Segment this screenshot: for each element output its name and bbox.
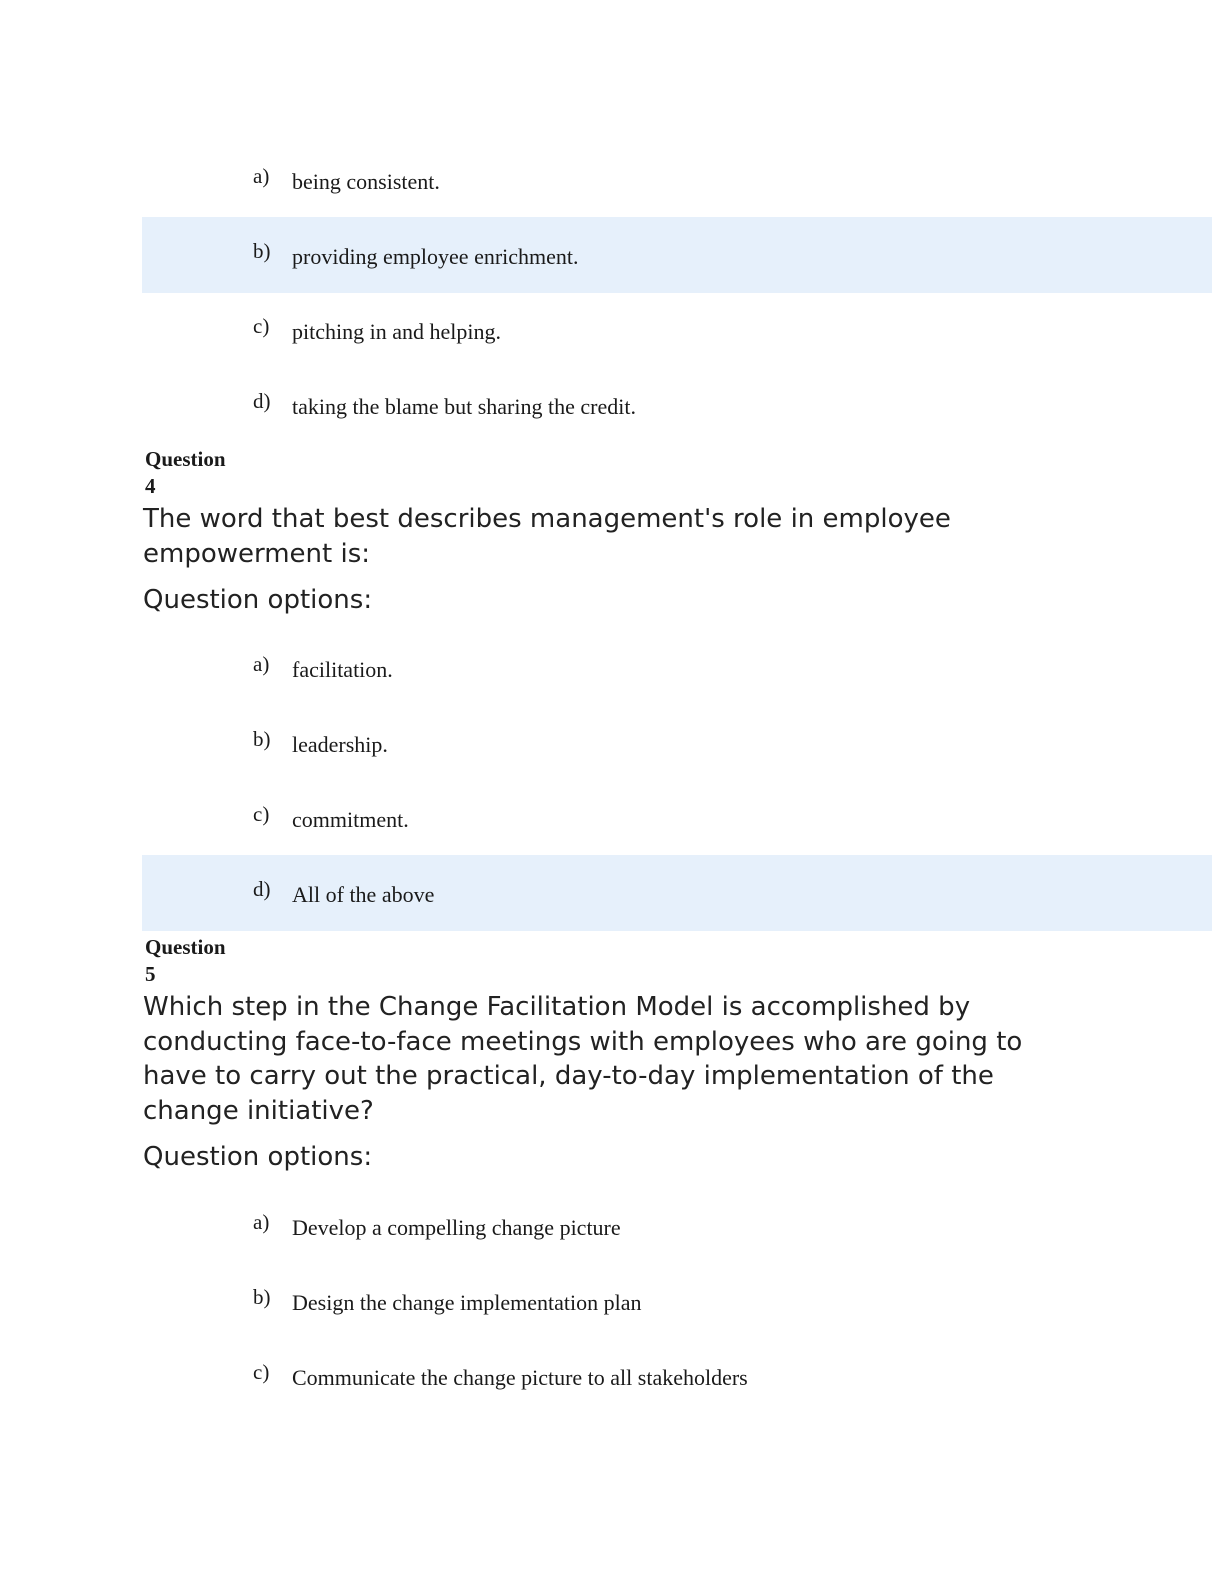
question-number: 4 [145,474,156,498]
option-row[interactable] [142,367,1212,443]
option-text: pitching in and helping. [292,319,501,344]
option-row[interactable] [142,1263,1212,1339]
option-text: All of the above [292,882,435,907]
question-text: Which step in the Change Facilitation Model is accomplished by conducting face-to-face meetings with employees who are going to have to carry out the practical, day-to-day implementation of the change initiative? [143,992,1023,1126]
option-row[interactable] [142,292,1212,368]
option-letter: a) [253,1210,270,1234]
option-letter: d) [253,877,271,901]
question-label: Question [145,935,226,959]
option-letter: b) [253,239,271,263]
question-options-label: Question options: [143,585,373,615]
question-heading [145,934,265,988]
question-number: 5 [145,962,156,986]
option-text: facilitation. [292,657,393,682]
option-row[interactable] [142,780,1212,856]
option-text: Develop a compelling change picture [292,1215,621,1240]
option-row[interactable] [142,142,1212,218]
option-letter: c) [253,1360,270,1384]
option-text: leadership. [292,732,388,757]
question-heading [145,446,265,500]
option-row[interactable] [142,1188,1212,1264]
option-row[interactable] [142,1338,1212,1414]
option-row-selected[interactable] [142,217,1212,293]
option-row[interactable] [142,705,1212,781]
option-letter: a) [253,164,270,188]
option-text: being consistent. [292,169,440,194]
question-options-label: Question options: [143,1142,373,1172]
option-text: Design the change implementation plan [292,1290,642,1315]
option-letter: d) [253,389,271,413]
option-letter: a) [253,652,270,676]
option-text: taking the blame but sharing the credit. [292,394,636,419]
option-letter: b) [253,727,271,751]
option-text: providing employee enrichment. [292,244,579,269]
option-text: commitment. [292,807,409,832]
question-text: The word that best describes management's role in employee empowerment is: [143,504,951,569]
question-label: Question [145,447,226,471]
option-letter: b) [253,1285,271,1309]
option-row-selected[interactable] [142,855,1212,931]
option-letter: c) [253,802,270,826]
option-text: Communicate the change picture to all stakeholders [292,1365,748,1390]
option-row[interactable] [142,630,1212,706]
option-letter: c) [253,314,270,338]
